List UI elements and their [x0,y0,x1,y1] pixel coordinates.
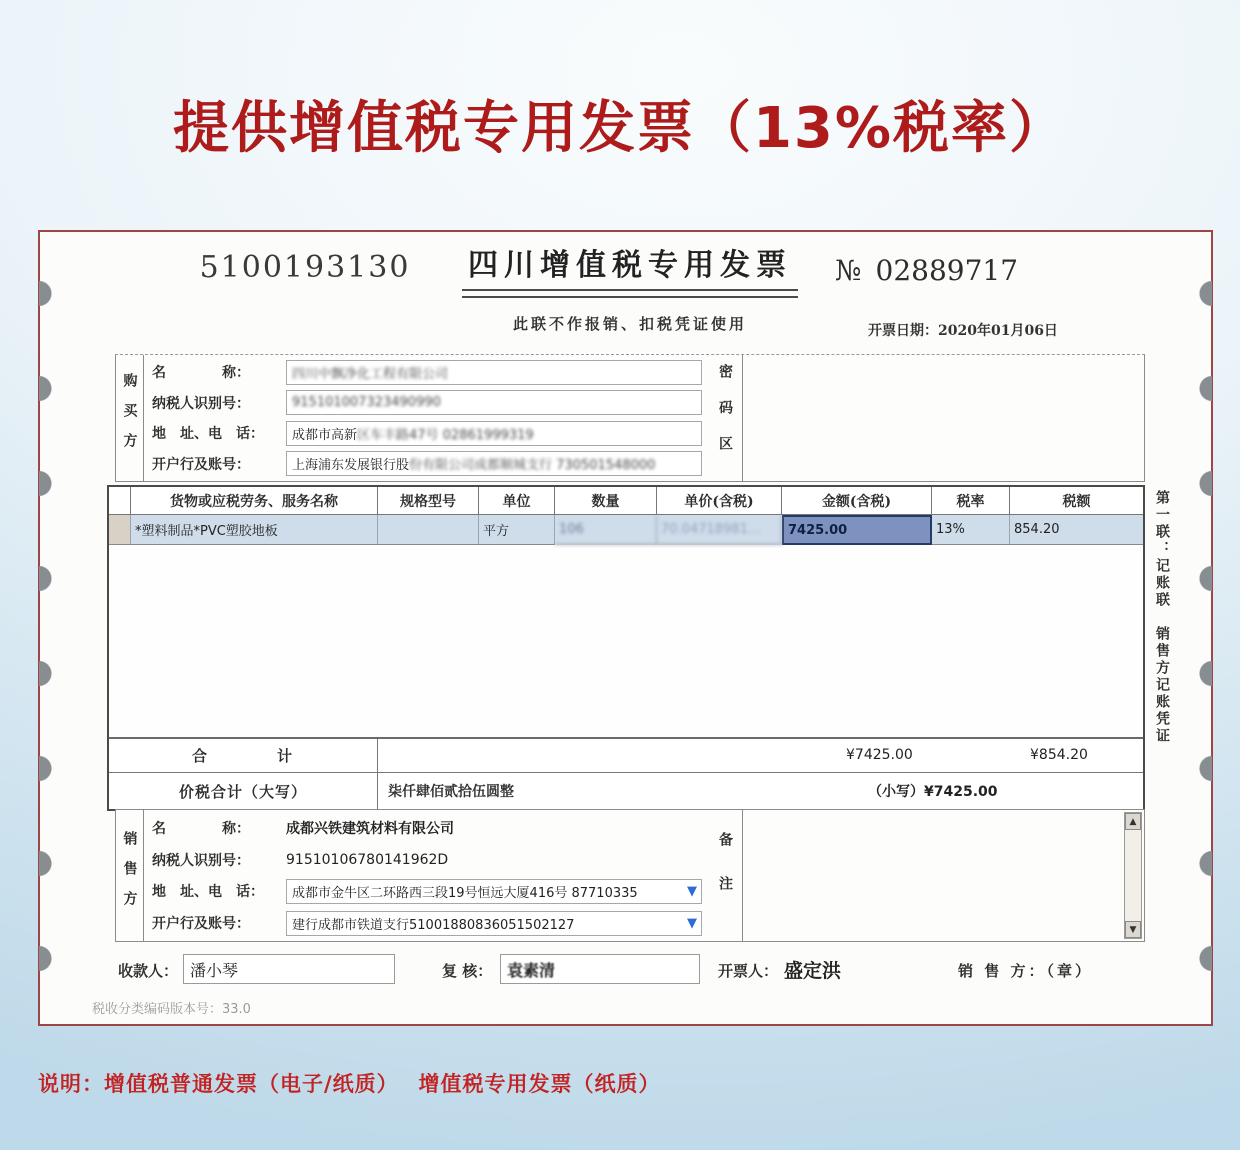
seller-fields [144,810,708,941]
seller-bank-value: 建行成都市铁道支行51001880836051502127 [292,917,575,933]
page-title: 提供增值税专用发票（13%税率） [172,96,1068,161]
header-cell-spec: 规格型号 [378,487,479,515]
reviewer-input[interactable] [500,954,700,984]
header-cell-amount: 金额(含税) [782,487,932,515]
item-rate-cell: 13% [932,515,1010,545]
buyer-bank-input[interactable] [286,451,702,476]
remarks-scrollbar[interactable] [1124,812,1142,939]
seller-bank-input[interactable] [286,911,702,936]
item-amount-cell-selected[interactable]: 7425.00 [782,515,932,545]
item-unit-cell: 平方 [479,515,555,545]
seller-stamp-label: 销 售 方：（章） [958,962,1093,980]
invoice-subtitle: 此联不作报销、扣税凭证使用 [512,315,747,333]
dropdown-arrow-icon[interactable]: ▼ [687,915,697,931]
reviewer-label: 复 核： [442,962,493,980]
buyer-address-input[interactable] [286,421,702,446]
seller-name-row [144,813,708,843]
seller-taxid-label: 纳税人识别号： [152,852,250,869]
invoice-title: 四川增值税专用发票 [468,248,792,283]
invoice-number: 02889717 [875,254,1019,287]
buyer-name-input[interactable] [286,360,702,385]
item-price-cell: 70.04718981… [657,515,782,545]
buyer-bank-clear: 上海浦东发展银行股 [292,458,410,474]
item-qty-cell: 106 [555,515,657,545]
items-empty-area [109,545,1143,739]
totals-values [378,739,1143,772]
grand-total-label: 价税合计（大写） [109,773,378,809]
perforation-left [39,232,55,1024]
issue-date-value: 2020年01月06日 [938,323,1058,339]
drawer-label: 开票人： [718,962,779,980]
invoice-code: 5100193130 [199,250,411,285]
buyer-address-clear: 成都市高新 [292,427,358,443]
table-header-row [109,487,1143,515]
invoice-number-block [835,254,1018,287]
payee-value: 潘小琴 [190,960,239,980]
buyer-panel [115,354,1145,482]
dropdown-arrow-icon[interactable]: ▼ [687,883,697,899]
issue-date-label: 开票日期： [868,323,938,339]
seller-address-input[interactable] [286,879,702,904]
seller-address-label: 地 址、电 话： [152,884,264,901]
invoice-title-block [425,240,835,334]
remarks-label: 备注 [708,810,743,941]
seller-bank-row [144,908,708,938]
total-amount: ¥7425.00 [846,747,913,763]
buyer-fields [144,355,708,481]
totals-label: 合 计 [109,739,378,772]
seller-taxid-value: 91510106780141962D [286,851,449,868]
header-cell-rate: 税率 [932,487,1010,515]
payee-input[interactable] [183,954,395,984]
title-double-rule [462,289,798,298]
reviewer-value: 袁素清 [507,960,556,980]
seller-address-row [144,876,708,906]
buyer-address-label: 地 址、电 话： [152,426,264,443]
buyer-bank-row [144,449,708,479]
seller-name-label: 名 称： [152,820,250,837]
grand-total-words: 柒仟肆佰贰拾伍圆整 [388,784,514,800]
buyer-taxid-input[interactable] [286,390,702,415]
totals-row [109,739,1143,773]
tax-code-version: 税收分类编码版本号：33.0 [92,1002,251,1017]
seller-name-value: 成都兴铁建筑材料有限公司 [286,820,454,837]
header-cell-qty: 数量 [555,487,657,515]
buyer-name-value: 四川中飘净化工程有限公司 [292,366,449,382]
items-table [107,485,1145,811]
numero-sign: № [835,254,862,287]
row-selector-cell[interactable] [109,515,131,545]
total-tax: ¥854.20 [1030,747,1088,763]
header-cell-unit: 单位 [479,487,555,515]
seller-address-value: 成都市金牛区二环路西三段19号恒远大厦416号 87710335 [292,885,638,901]
header-cell-name: 货物或应税劳务、服务名称 [131,487,378,515]
buyer-address-row [144,418,708,448]
header-cell-price: 单价(含税) [657,487,782,515]
buyer-name-row [144,357,708,387]
remarks-area [743,810,1144,941]
buyer-side-label: 购买方 [116,355,144,481]
header-cell-tax: 税额 [1010,487,1143,515]
grand-total-small: （小写）¥7425.00 [868,784,998,800]
seller-side-label: 销售方 [116,810,144,941]
seller-taxid-row [144,845,708,875]
buyer-bank-blurred: 份有限公司成都顺城支行 730501548000 [409,458,656,474]
item-tax-cell: 854.20 [1010,515,1143,545]
scroll-up-icon[interactable]: ▲ [1125,813,1141,830]
buyer-address-blurred: 区车丰路47号 02861999319 [357,427,534,443]
grand-total-values [378,773,1143,809]
item-spec-cell [378,515,479,545]
password-zone-area [743,355,1144,481]
invoice-card [38,230,1213,1026]
buyer-taxid-label: 纳税人识别号： [152,395,250,412]
copy-note: 第一联：记账联 销售方记账凭证 [1154,490,1170,745]
buyer-name-label: 名 称： [152,365,250,382]
page-footnote: 说明：增值税普通发票（电子/纸质） 增值税专用发票（纸质） [38,1072,661,1096]
grand-total-row [109,773,1143,809]
buyer-bank-label: 开户行及账号： [152,456,250,473]
header-cell-selector [109,487,131,515]
buyer-taxid-row [144,388,708,418]
issue-date [868,320,1058,340]
password-zone-label: 密码区 [708,355,743,481]
perforation-right [1196,232,1212,1024]
scroll-down-icon[interactable]: ▼ [1125,921,1141,938]
item-row[interactable] [109,515,1143,545]
seller-bank-label: 开户行及账号： [152,916,250,933]
drawer-value: 盛定洪 [784,960,842,982]
buyer-taxid-value: 915101007323490990 [292,395,441,411]
item-name-cell: *塑料制品*PVC塑胶地板 [131,515,378,545]
payee-label: 收款人： [118,962,179,980]
seller-panel [115,809,1145,942]
